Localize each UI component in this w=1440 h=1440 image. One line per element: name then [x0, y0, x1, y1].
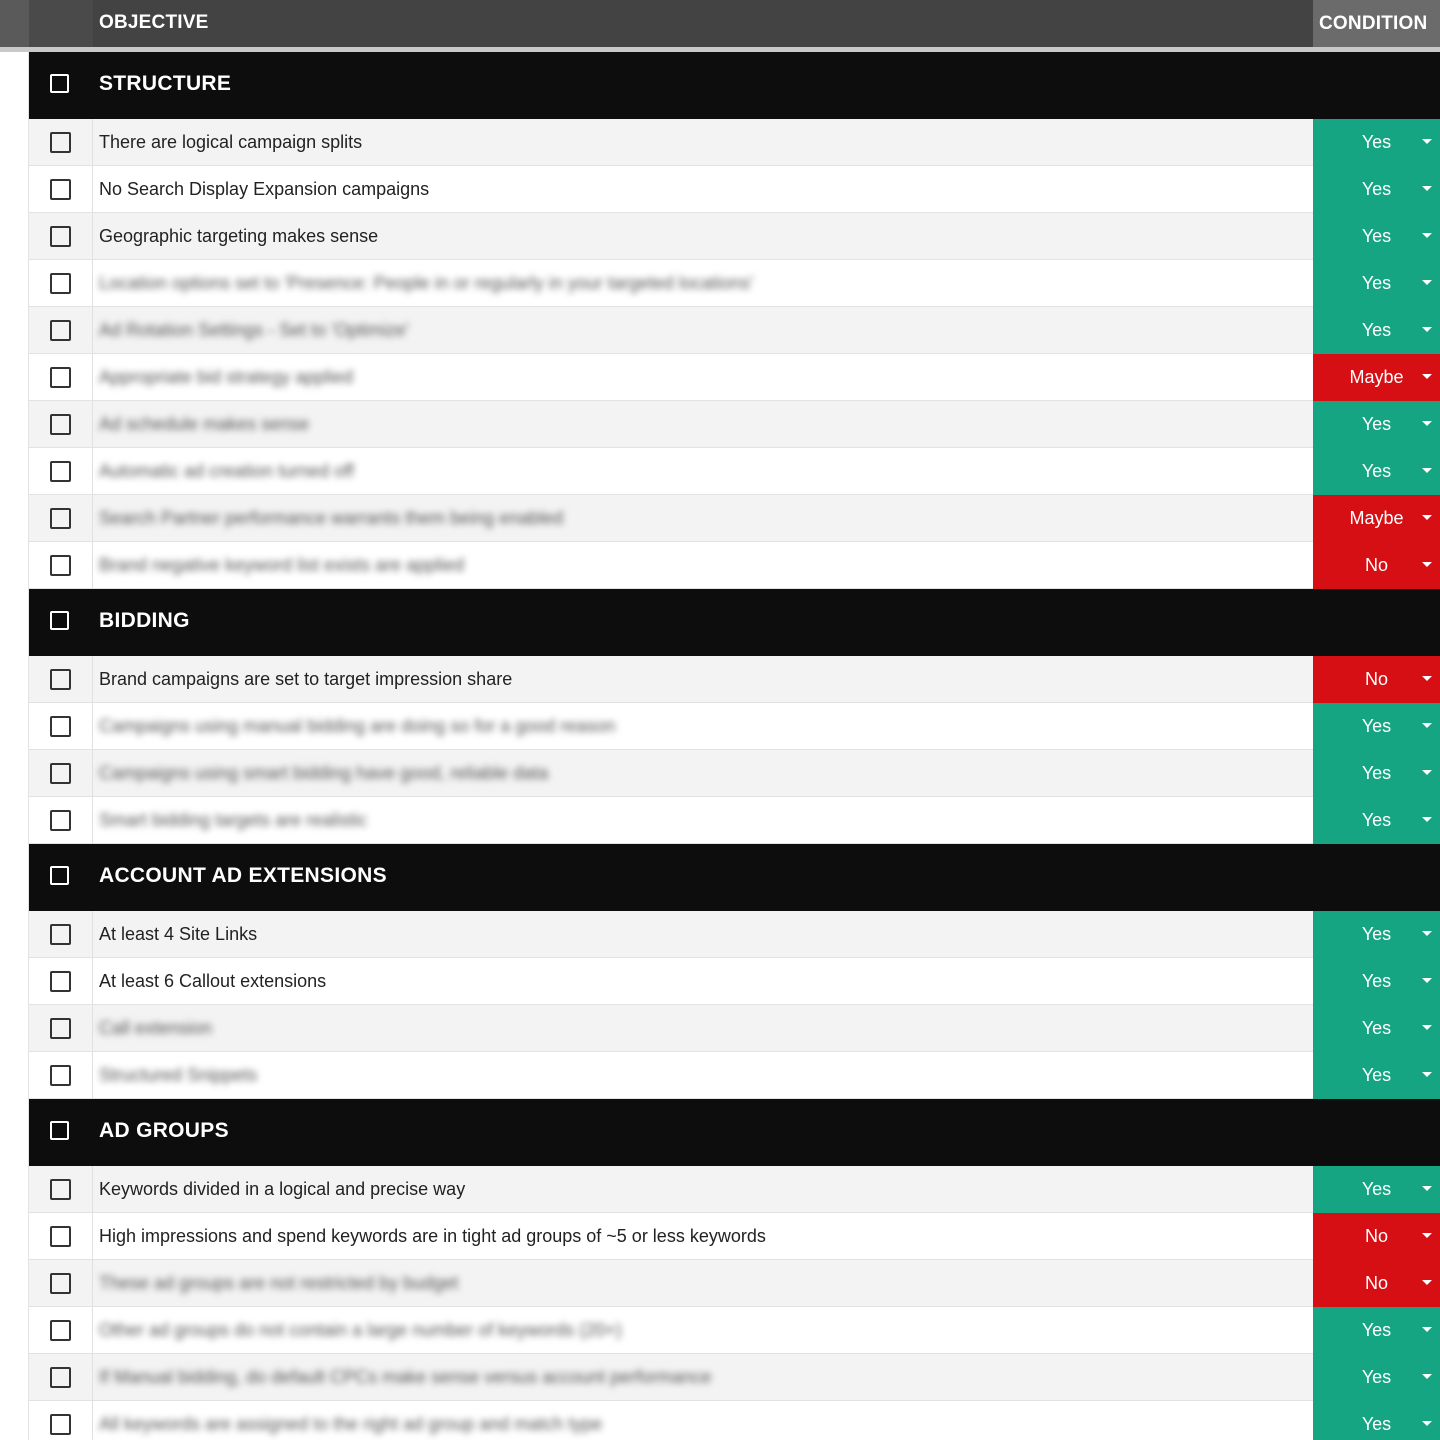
- condition-value: No: [1364, 669, 1388, 689]
- dropdown-caret-icon: [1422, 327, 1432, 332]
- section-title: STRUCTURE: [99, 72, 232, 95]
- objective-column-header: OBJECTIVE: [99, 12, 209, 33]
- checklist-row: [29, 1052, 1440, 1099]
- row-checkbox[interactable]: [50, 924, 71, 945]
- condition-dropdown[interactable]: [1313, 354, 1440, 401]
- condition-value: Maybe: [1349, 508, 1404, 528]
- objective-text: Call extension: [99, 1018, 213, 1038]
- header-row: [0, 0, 1440, 47]
- row-checkbox[interactable]: [50, 1320, 71, 1341]
- row-checkbox[interactable]: [50, 461, 71, 482]
- checklist-row: [29, 911, 1440, 958]
- checklist-row: [29, 401, 1440, 448]
- checklist-row: [29, 495, 1440, 542]
- objective-text: Structured Snippets: [99, 1065, 258, 1085]
- checklist-row: [29, 1166, 1440, 1213]
- checklist-row: [29, 1213, 1440, 1260]
- objective-text: Campaigns using smart bidding have good, reliable data: [99, 763, 549, 783]
- objective-text: No Search Display Expansion campaigns: [99, 179, 430, 199]
- row-checkbox[interactable]: [50, 1414, 71, 1435]
- checklist-row: [29, 797, 1440, 844]
- checkbox-cell: [29, 166, 93, 212]
- objective-text: There are logical campaign splits: [99, 132, 363, 152]
- checklist-grid: [0, 52, 1440, 1440]
- objective-text: All keywords are assigned to the right ad group and match type: [99, 1414, 603, 1434]
- checkbox-cell: [29, 958, 93, 1004]
- checklist-row: [29, 1005, 1440, 1052]
- checkbox-cell: [29, 1354, 93, 1400]
- section-title: BIDDING: [99, 609, 190, 632]
- condition-dropdown[interactable]: [1313, 448, 1440, 495]
- checkbox-cell: [29, 703, 93, 749]
- condition-dropdown[interactable]: [1313, 307, 1440, 354]
- checkbox-cell: [29, 797, 93, 843]
- row-checkbox[interactable]: [50, 716, 71, 737]
- objective-text: Keywords divided in a logical and precise way: [99, 1179, 466, 1199]
- dropdown-caret-icon: [1422, 515, 1432, 520]
- checklist-row: [29, 542, 1440, 589]
- condition-value: Yes: [1361, 1018, 1392, 1038]
- checklist-row: [29, 119, 1440, 166]
- checkbox-cell: [29, 448, 93, 494]
- checkbox-cell: [29, 1166, 93, 1212]
- checklist-row: [29, 213, 1440, 260]
- header-corner: [0, 0, 29, 47]
- condition-dropdown[interactable]: [1313, 750, 1440, 797]
- row-gutter: [0, 52, 29, 1440]
- condition-dropdown[interactable]: [1313, 542, 1440, 589]
- objective-text: Brand negative keyword list exists are applied: [99, 555, 465, 575]
- condition-dropdown[interactable]: [1313, 1354, 1440, 1401]
- condition-dropdown[interactable]: [1313, 401, 1440, 448]
- objective-text: At least 6 Callout extensions: [99, 971, 327, 991]
- condition-value: Yes: [1361, 716, 1392, 736]
- dropdown-caret-icon: [1422, 186, 1432, 191]
- condition-value: Yes: [1361, 179, 1392, 199]
- dropdown-caret-icon: [1422, 676, 1432, 681]
- section-header: [29, 844, 1440, 911]
- condition-dropdown[interactable]: [1313, 119, 1440, 166]
- row-checkbox[interactable]: [50, 320, 71, 341]
- objective-text: Search Partner performance warrants them being enabled: [99, 508, 564, 528]
- section-title: ACCOUNT AD EXTENSIONS: [99, 864, 387, 887]
- checklist-row: [29, 703, 1440, 750]
- condition-dropdown[interactable]: [1313, 911, 1440, 958]
- condition-dropdown[interactable]: [1313, 166, 1440, 213]
- objective-text: Ad schedule makes sense: [99, 414, 310, 434]
- dropdown-caret-icon: [1422, 770, 1432, 775]
- checkbox-cell: [29, 1213, 93, 1259]
- dropdown-caret-icon: [1422, 1072, 1432, 1077]
- row-checkbox[interactable]: [50, 367, 71, 388]
- condition-value: No: [1364, 555, 1388, 575]
- dropdown-caret-icon: [1422, 468, 1432, 473]
- dropdown-caret-icon: [1422, 1327, 1432, 1332]
- checkbox-cell: [29, 1401, 93, 1440]
- condition-dropdown[interactable]: [1313, 495, 1440, 542]
- condition-dropdown[interactable]: [1313, 1213, 1440, 1260]
- dropdown-caret-icon: [1422, 562, 1432, 567]
- checklist-row: [29, 260, 1440, 307]
- dropdown-caret-icon: [1422, 374, 1432, 379]
- condition-value: Yes: [1361, 1320, 1392, 1340]
- checklist-row: [29, 1354, 1440, 1401]
- dropdown-caret-icon: [1422, 931, 1432, 936]
- dropdown-caret-icon: [1422, 1233, 1432, 1238]
- checkbox-cell: [29, 213, 93, 259]
- checkbox-cell: [29, 1052, 93, 1098]
- objective-text: Appropriate bid strategy applied: [99, 367, 354, 387]
- objective-text: High impressions and spend keywords are in tight ad groups of ~5 or less keywords: [99, 1226, 766, 1246]
- checkbox-cell: [29, 260, 93, 306]
- section-title: AD GROUPS: [99, 1119, 229, 1142]
- row-checkbox[interactable]: [50, 273, 71, 294]
- condition-value: Yes: [1361, 1414, 1392, 1434]
- checkbox-cell: [29, 1005, 93, 1051]
- condition-dropdown[interactable]: [1313, 1260, 1440, 1307]
- condition-dropdown[interactable]: [1313, 703, 1440, 750]
- condition-value: No: [1364, 1273, 1388, 1293]
- row-checkbox[interactable]: [50, 179, 71, 200]
- checklist-row: [29, 307, 1440, 354]
- dropdown-caret-icon: [1422, 978, 1432, 983]
- condition-value: Yes: [1361, 132, 1392, 152]
- dropdown-caret-icon: [1422, 233, 1432, 238]
- condition-dropdown[interactable]: [1313, 1052, 1440, 1099]
- condition-value: Yes: [1361, 273, 1392, 293]
- objective-text: These ad groups are not restricted by budget: [99, 1273, 459, 1293]
- checkbox-cell: [29, 495, 93, 541]
- condition-value: Yes: [1361, 320, 1392, 340]
- dropdown-caret-icon: [1422, 817, 1432, 822]
- checkbox-cell: [29, 1307, 93, 1353]
- dropdown-caret-icon: [1422, 1280, 1432, 1285]
- section-checkbox[interactable]: [50, 611, 69, 630]
- dropdown-caret-icon: [1422, 1186, 1432, 1191]
- row-checkbox[interactable]: [50, 508, 71, 529]
- checkbox-cell: [29, 911, 93, 957]
- condition-value: Yes: [1361, 226, 1392, 246]
- condition-dropdown[interactable]: [1313, 1005, 1440, 1052]
- dropdown-caret-icon: [1422, 421, 1432, 426]
- condition-dropdown[interactable]: [1313, 260, 1440, 307]
- checklist-row: [29, 448, 1440, 495]
- section-header: [29, 1099, 1440, 1166]
- row-checkbox[interactable]: [50, 555, 71, 576]
- objective-text: Brand campaigns are set to target impression share: [99, 669, 513, 689]
- checkbox-cell: [29, 307, 93, 353]
- objective-text: Other ad groups do not contain a large number of keywords (20+): [99, 1320, 622, 1340]
- objective-text: At least 4 Site Links: [99, 924, 258, 944]
- condition-dropdown[interactable]: [1313, 1166, 1440, 1213]
- condition-value: Yes: [1361, 810, 1392, 830]
- row-checkbox[interactable]: [50, 971, 71, 992]
- dropdown-caret-icon: [1422, 280, 1432, 285]
- row-checkbox[interactable]: [50, 810, 71, 831]
- header-checkbox-column: [29, 0, 93, 47]
- row-checkbox[interactable]: [50, 1273, 71, 1294]
- condition-value: Yes: [1361, 971, 1392, 991]
- checklist-row: [29, 958, 1440, 1005]
- condition-value: Yes: [1361, 461, 1392, 481]
- row-checkbox[interactable]: [50, 669, 71, 690]
- condition-dropdown[interactable]: [1313, 1401, 1440, 1440]
- objective-text: Campaigns using manual bidding are doing so for a good reason: [99, 716, 616, 736]
- section-checkbox[interactable]: [50, 1121, 69, 1140]
- condition-value: Yes: [1361, 414, 1392, 434]
- objective-text: Geographic targeting makes sense: [99, 226, 379, 246]
- condition-value: Maybe: [1349, 367, 1404, 387]
- checklist-row: [29, 750, 1440, 797]
- row-checkbox[interactable]: [50, 763, 71, 784]
- checkbox-cell: [29, 1260, 93, 1306]
- checklist-row: [29, 656, 1440, 703]
- condition-value: No: [1364, 1226, 1388, 1246]
- objective-text: Location options set to 'Presence: People in or regularly in your targeted locations': [99, 273, 754, 293]
- section-header: [29, 589, 1440, 656]
- condition-value: Yes: [1361, 924, 1392, 944]
- section-header: [29, 52, 1440, 119]
- dropdown-caret-icon: [1422, 139, 1432, 144]
- checkbox-cell: [29, 750, 93, 796]
- checklist-row: [29, 1260, 1440, 1307]
- checkbox-cell: [29, 401, 93, 447]
- section-checkbox[interactable]: [50, 74, 69, 93]
- condition-value: Yes: [1361, 1065, 1392, 1085]
- row-checkbox[interactable]: [50, 1367, 71, 1388]
- checkbox-cell: [29, 542, 93, 588]
- checklist-row: [29, 1307, 1440, 1354]
- objective-text: Smart bidding targets are realistic: [99, 810, 368, 830]
- dropdown-caret-icon: [1422, 1421, 1432, 1426]
- condition-value: Yes: [1361, 763, 1392, 783]
- dropdown-caret-icon: [1422, 723, 1432, 728]
- checkbox-cell: [29, 656, 93, 702]
- condition-dropdown[interactable]: [1313, 213, 1440, 260]
- condition-dropdown[interactable]: [1313, 797, 1440, 844]
- checkbox-cell: [29, 354, 93, 400]
- checklist-row: [29, 354, 1440, 401]
- checklist-row: [29, 1401, 1440, 1440]
- condition-value: Yes: [1361, 1367, 1392, 1387]
- dropdown-caret-icon: [1422, 1374, 1432, 1379]
- condition-dropdown[interactable]: [1313, 1307, 1440, 1354]
- row-checkbox[interactable]: [50, 226, 71, 247]
- row-checkbox[interactable]: [50, 1179, 71, 1200]
- condition-value: Yes: [1361, 1179, 1392, 1199]
- row-checkbox[interactable]: [50, 1018, 71, 1039]
- checklist-row: [29, 166, 1440, 213]
- row-checkbox[interactable]: [50, 132, 71, 153]
- checkbox-cell: [29, 119, 93, 165]
- objective-text: Automatic ad creation turned off: [99, 461, 354, 481]
- row-checkbox[interactable]: [50, 414, 71, 435]
- row-checkbox[interactable]: [50, 1065, 71, 1086]
- section-checkbox[interactable]: [50, 866, 69, 885]
- condition-dropdown[interactable]: [1313, 656, 1440, 703]
- objective-text: Ad Rotation Settings - Set to 'Optimize': [99, 320, 410, 340]
- condition-column-header: CONDITION: [1313, 0, 1440, 47]
- condition-dropdown[interactable]: [1313, 958, 1440, 1005]
- dropdown-caret-icon: [1422, 1025, 1432, 1030]
- row-checkbox[interactable]: [50, 1226, 71, 1247]
- objective-text: If Manual bidding, do default CPCs make sense versus account performance: [99, 1367, 712, 1387]
